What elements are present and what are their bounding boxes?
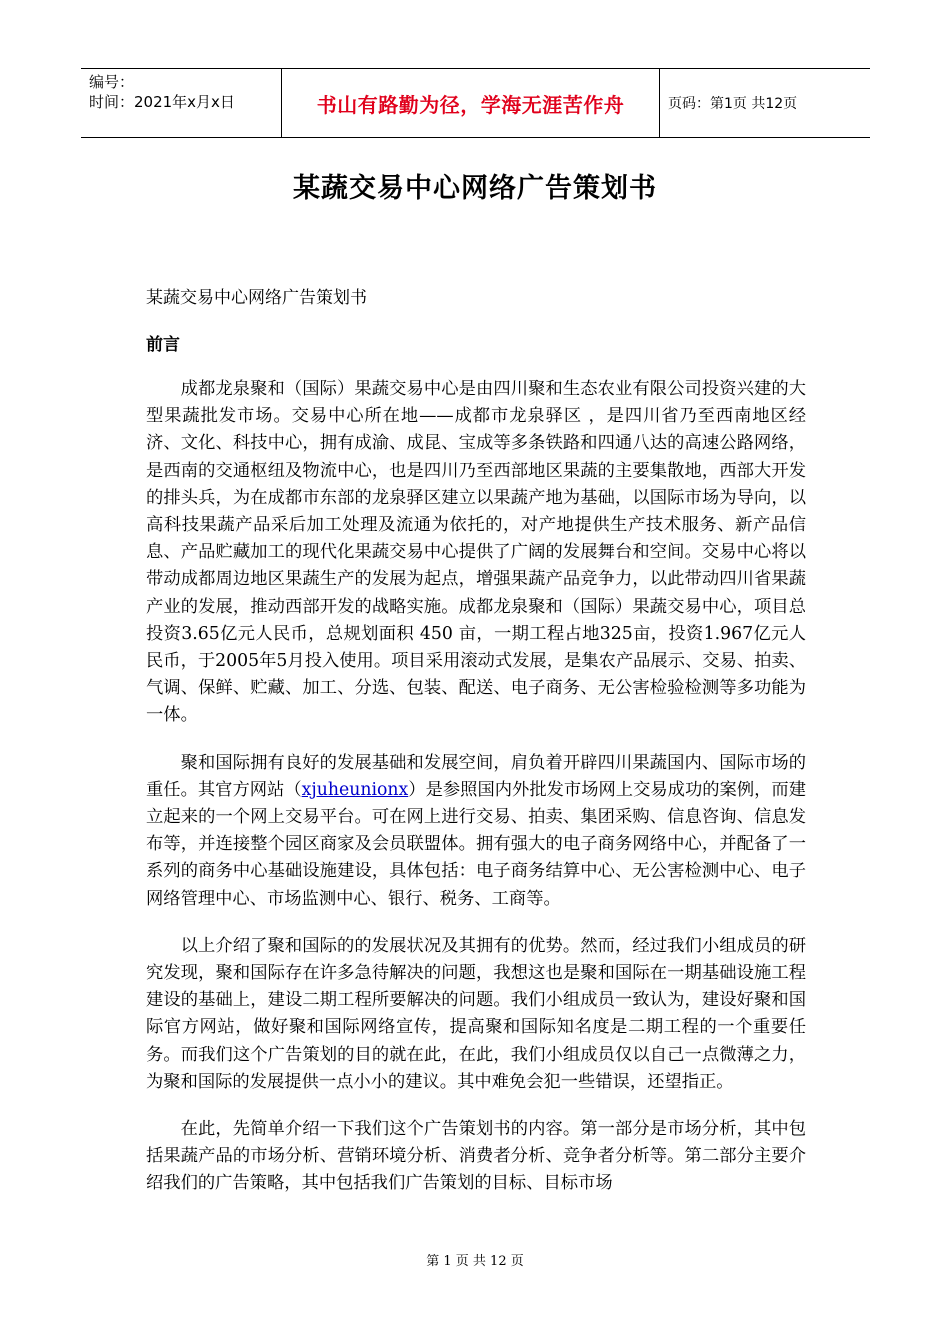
- paragraph-4: 在此，先简单介绍一下我们这个广告策划书的内容。第一部分是市场分析，其中包括果蔬产品的市场分析、营销环境分析、消费者分析、竞争者分析等。第二部分主要介绍我们的广告策略，其中包括我们广告策划的目标、目标市场: [146, 1119, 806, 1194]
- header-motto-cell: [282, 69, 660, 137]
- document-subtitle: 某蔬交易中心网络广告策划书: [146, 288, 367, 308]
- document-title: 某蔬交易中心网络广告策划书: [293, 173, 657, 204]
- motto-text: 书山有路勤为径，学海无涯苦作舟: [316, 92, 625, 117]
- number-label: 编号：: [89, 73, 135, 91]
- paragraph-1: 成都龙泉聚和（国际）果蔬交易中心是由四川聚和生态农业有限公司投资兴建的大型果蔬批发市场。交易中心所在地——成都市龙泉驿区 ，是四川省乃至西南地区经济、文化、科技中心，拥有成渝、成昆、宝成等多条铁路和四通八达的高速公路网络，是西南的交通枢纽及物流中心，也是四川乃至西部地区果蔬的主要集散地，西部大开发的排头兵，为在成都市东部的龙泉驿区建立以果蔬产地为基础，以国际市场为导向，以高科技果蔬产品采后加工处理及流通为依托的，对产地提供生产技术服务、新产品信息、产品贮藏加工的现代化果蔬交易中心提供了广阔的发展舞台和空间。交易中心将以带动成都周边地区果蔬生产的发展为起点，增强果蔬产品竞争力，以此带动四川省果蔬产业的发展，推动西部开发的战略实施。成都龙泉聚和（国际）果蔬交易中心，项目总投资3.65亿元人民币，总规划面积 450 亩，一期工程占地325亩，投资1.967亿元人民币，于2005年5月投入使用。项目采用滚动式发展，是集农产品展示、交易、拍卖、气调、保鲜、贮藏、加工、分选、包装、配送、电子商务、无公害检验检测等多功能为一体。: [146, 379, 806, 726]
- paragraph-2-after: ）是参照国内外批发市场网上交易成功的案例，而建立起来的一个网上交易平台。可在网上进行交易、拍卖、集团采购、信息咨询、信息发布等，并连接整个园区商家及会员联盟体。拥有强大的电子商务网络中心，并配备了一系列的商务中心基础设施建设，具体包括：电子商务结算中心、无公害检测中心、电子网络管理中心、市场监测中心、银行、税务、工商等。: [146, 779, 806, 909]
- time-label: 时间：2021年x月x日: [89, 93, 235, 111]
- section-heading: 前言: [146, 335, 180, 355]
- page-footer: 第 1 页 共 12 页: [426, 1254, 524, 1269]
- document-body: [146, 376, 806, 1218]
- paragraph-2-before: 聚和国际拥有良好的发展基础和发展空间，肩负着开辟四川果蔬国内、国际市场的重任。其官方网站（: [146, 752, 806, 800]
- paragraph-3: 以上介绍了聚和国际的的发展状况及其拥有的优势。然而，经过我们小组成员的研究发现，聚和国际存在许多急待解决的问题，我想这也是聚和国际在一期基础设施工程建设的基础上，建设二期工程所要解决的问题。我们小组成员一致认为，建设好聚和国际官方网站，做好聚和国际网络宣传，提高聚和国际知名度是二期工程的一个重要任务。而我们这个广告策划的目的就在此，在此，我们小组成员仅以自己一点微薄之力，为聚和国际的发展提供一点小小的建议。其中难免会犯一些错误，还望指正。: [146, 935, 806, 1092]
- header-table: [81, 68, 870, 138]
- page-info: 页码：第1页 共12页: [668, 96, 798, 112]
- paragraph-2: [146, 750, 806, 913]
- header-meta-cell: [81, 69, 282, 137]
- header-page-cell: [660, 69, 870, 137]
- website-link[interactable]: xjuheunionx: [301, 779, 409, 800]
